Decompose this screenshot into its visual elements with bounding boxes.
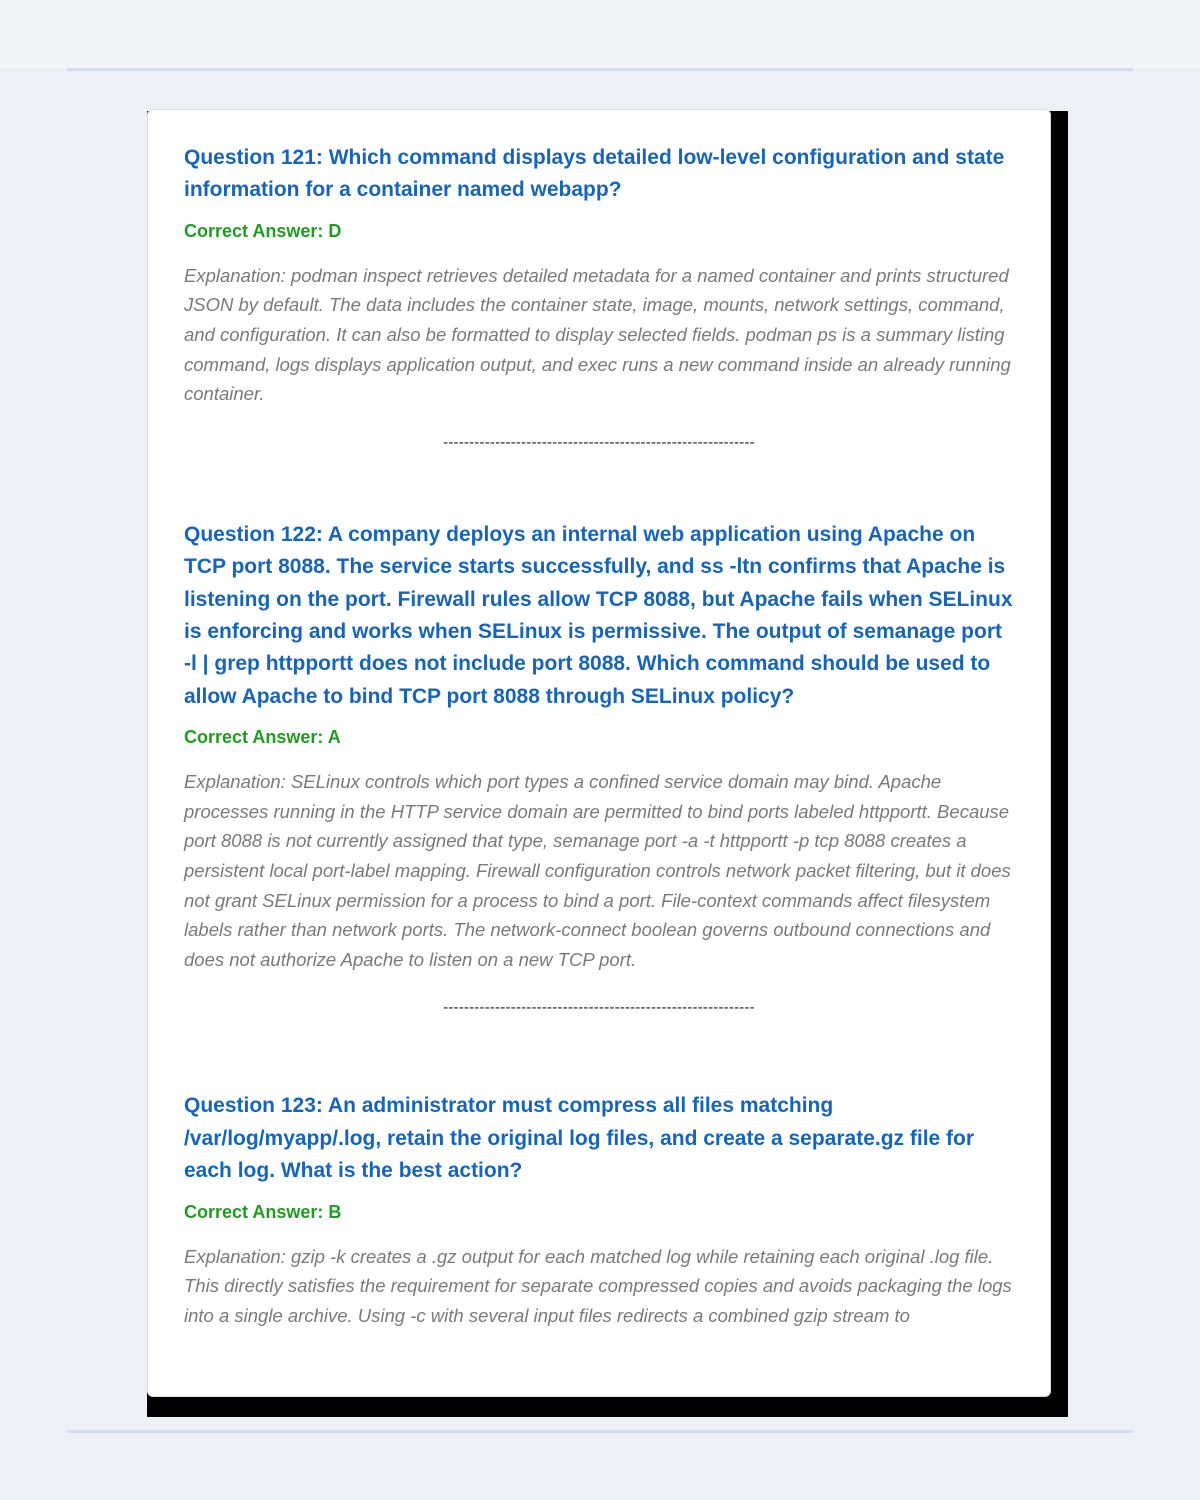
spacer [184,1020,1014,1090]
bottom-divider [67,1430,1133,1433]
document-page [147,109,1051,1397]
viewer-top-bar [0,0,1200,68]
question-122-title: Question 122: A company deploys an internal web application using Apache on TCP port 8088. The service starts successfully, and ss -ltn confirms that Apache is listening on the port. Firewall rules allow TCP 8088, but Apache fails when SELinux is enforcing and works when SELinux is permissive. The output of semanage port -l | grep httpportt does not include port 8088. Which command should be used to allow Apache to bind TCP port 8088 through SELinux policy? [184,522,1013,708]
question-123-explanation: Explanation: gzip -k creates a .gz output for each matched log while retaining each original .log file. This directly satisfies the requirement for separate compressed copies and avoids packaging the logs into a single archive. Using -c with several input files redirects a combined gzip stream to [184,1245,1012,1326]
question-121-explanation: Explanation: podman inspect retrieves detailed metadata for a named container and prints structured JSON by default. The data includes the container state, image, mounts, network settings, command, and configuration. It can also be formatted to display selected fields. podman ps is a summary listing command, logs displays application output, and exec runs a new command inside an already running container. [184,264,1011,405]
question-121-title: Question 121: Which command displays detailed low-level configuration and state information for a container named webapp? [184,146,1005,202]
top-divider [67,68,1133,71]
separator-1: ------------------------------------------------------------ [443,433,755,451]
question-123-answer: Correct Answer: B [184,1201,342,1222]
page-content [184,142,1014,1330]
question-122-answer: Correct Answer: A [184,727,341,748]
question-123-title: Question 123: An administrator must compress all files matching /var/log/myapp/.log, retain the original log files, and create a separate.gz file for each log. What is the best action? [184,1094,975,1183]
separator-2: ------------------------------------------------------------ [443,999,755,1017]
spacer [184,455,1014,519]
question-122-explanation: Explanation: SELinux controls which port types a confined service domain may bind. Apache processes running in the HTTP service domain are permitted to bind ports labeled httpportt. Because port 8088 is not currently assigned that type, semanage port -a -t httpportt -p tcp 8088 creates a persistent local port-label mapping. Firewall configuration controls network packet filtering, but it does not grant SELinux permission for a process to bind a port. File-context commands affect filesystem labels rather than network ports. The network-connect boolean governs outbound connections and does not authorize Apache to listen on a new TCP port. [184,771,1011,970]
question-121-answer: Correct Answer: D [184,220,342,241]
